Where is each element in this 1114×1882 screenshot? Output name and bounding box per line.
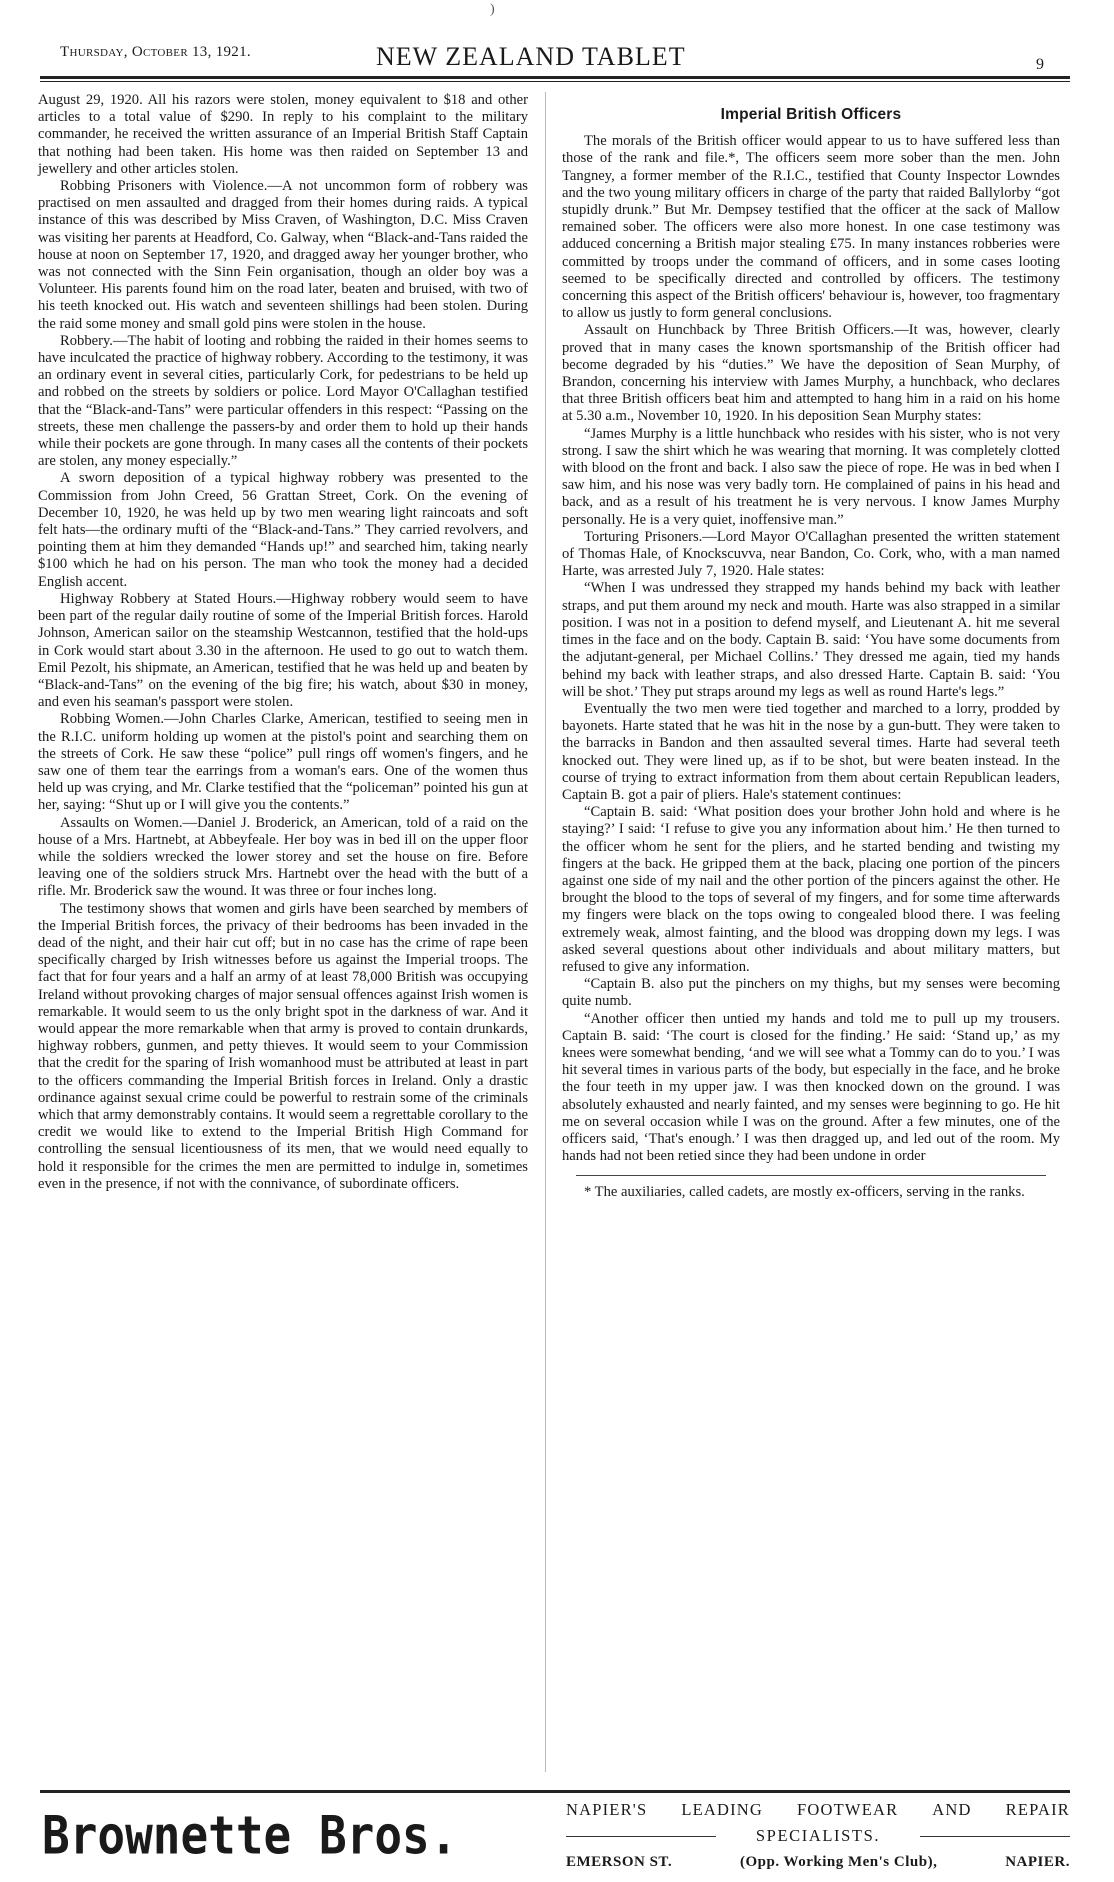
advert-address-street: EMERSON ST. bbox=[566, 1854, 673, 1870]
advert-specialists: SPECIALISTS. bbox=[755, 1826, 881, 1845]
advert-dash-left bbox=[566, 1836, 716, 1837]
advert-address-landmark: (Opp. Working Men's Club), bbox=[739, 1854, 938, 1870]
advert-line-3 bbox=[566, 1854, 1070, 1871]
advert-dash-right bbox=[920, 1836, 1070, 1837]
advert-details bbox=[566, 1800, 1070, 1880]
paragraph: Assault on Hunchback by Three British Officers.—It was, however, clearly proved that in many cases the known sportsmanship of the British officer had become degraded by his “duties.” We have the deposition of Sean Murphy, of Brandon, concerning his interview with James Murphy, a hunchback, who declares that three British officers beat him and attempted to hang him in a raid on his home at 5.30 a.m., November 10, 1920. In his deposition Sean Murphy states: bbox=[562, 322, 1060, 425]
advert-brand: Brownette Bros. bbox=[42, 1804, 458, 1867]
quoted-paragraph: “Another officer then untied my hands and told me to pull up my trousers. Captain B. said: ‘The court is closed for the finding.’ He said: ‘Stand up,’ as my knees were somewhat bending, ‘and we will see what a Tommy can do to you.’ I was hit several times in various parts of the body, but especially in the face, and he broke the four teeth in my upper jaw. I was then knocked down on the ground. I was absolutely exhausted and nearly fainted, and my senses were beginning to go. He hit me on several occasion while I was on the ground. After a few minutes, one of the officers said, ‘That's enough.’ I was then dragged up, and led out of the room. My hands had not been retied since they had been undone in order bbox=[562, 1010, 1060, 1165]
quoted-paragraph: “James Murphy is a little hunchback who resides with his sister, who is not very strong. I saw the shirt which he was wearing that morning. It was completely clotted with blood on the front and back. I also saw the piece of rope. He was in bed when I saw him, and his nose was very badly torn. He complained of pains in his head and back, and as a result of his treatment he is very nervous. I know James Murphy personally. He is a very quiet, inoffensive man.” bbox=[562, 425, 1060, 528]
advert-word: LEADING bbox=[681, 1800, 764, 1819]
paragraph: Torturing Prisoners.—Lord Mayor O'Callaghan presented the written statement of Thomas Hale, of Knockscuvva, near Bandon, Co. Cork, who, with a man named Harte, was arrested July 7, 1920. Hale states: bbox=[562, 528, 1060, 580]
advert-word: FOOTWEAR bbox=[797, 1800, 899, 1819]
paragraph: The testimony shows that women and girls have been searched by members of the Imperial British forces, the privacy of their bedrooms has been invaded in the dead of the night, and their hair cut off; but in no case has the crime of rape been specifically charged by Irish witnesses before us against the Imperial troops. The fact that for four years and a half an army of at least 78,000 British was occupying Ireland without provoking charges of major sensual offences against Irish women is remarkable. It would seem to us the only bright spot in the darkness of war. And it would appear the more remarkable when that army is proved to contain drunkards, highway robbers, gunmen, and petty thieves. It would seem to your Commission that the credit for the sparing of Irish womanhood must be attributed at least in part to the officers commanding the Imperial British forces in Ireland. Only a drastic ordinance against sexual crime could be powerful to restrain some of the criminals which that army demonstrably contains. It would seem a regrettable corollary to the credit we would like to extend to the Imperial British High Command for controlling the sensual licentiousness of its men, that we would need equally to hold it responsible for the crimes the men are permitted to indulge in, sometimes even in the presence, if not with the connivance, of subordinate officers. bbox=[38, 900, 528, 1192]
paragraph: Robbery.—The habit of looting and robbing the raided in their homes seems to have inculcated the practice of highway robbery. According to the testimony, it was an ordinary event in several cities, particularly Cork, for pedestrians to be held up and robbed on the streets by soldiers or police. Lord Mayor O'Callaghan testified that the “Black-and-Tans” were particular offenders in this respect: “Passing on the streets, these men challenge the passers-by and order them to hold up their hands while their pockets are gone through. In many cases all the contents of their pockets are stolen, any money especially.” bbox=[38, 332, 528, 470]
page-mark: ) bbox=[490, 2, 495, 17]
left-column bbox=[38, 92, 528, 1193]
column-divider bbox=[545, 92, 546, 1772]
quoted-paragraph: “When I was undressed they strapped my hands behind my back with leather straps, and put them around my neck and mouth. Harte was also strapped in a similar position. I was not in a position to defend myself, and Lieutenant A. hit me several times in the face and on the body. Captain B. said: ‘You have some documents from the adjutant-general, per Michael Collins.’ They dressed me again, tied my hands behind my back with leather straps, and also dressed Harte. Captain B. said: ‘You will be shot.’ They put straps around my legs as well as round Harte's legs.” bbox=[562, 580, 1060, 700]
footnote: * The auxiliaries, called cadets, are mostly ex-officers, serving in the ranks. bbox=[584, 1184, 1025, 1201]
paragraph: Robbing Prisoners with Violence.—A not uncommon form of robbery was practised on men assaulted and dragged from their homes during raids. A typical instance of this was described by Miss Craven, of Washington, D.C. Miss Craven was visiting her parents at Headford, Co. Galway, when “Black-and-Tans raided the house at noon on September 17, 1920, and dragged away her younger brother, who was not connected with the Sinn Fein organisation, though an older boy was a Volunteer. His parents found him on the road later, beaten and bruised, with two of his teeth knocked out. His watch and seventeen shillings had been stolen. During the raid some money and small gold pins were stolen in the house. bbox=[38, 178, 529, 332]
page-number: 9 bbox=[1036, 56, 1044, 73]
advert-rule bbox=[40, 1790, 1070, 1793]
advert-line-1 bbox=[566, 1800, 1070, 1820]
paragraph: Robbing Women.—John Charles Clarke, American, testified to seeing men in the R.I.C. uniform holding up women at the pistol's point and searching them on the streets of Cork. He saw these “police” pull rings off women's fingers, and he saw one of them tear the earrings from a woman's ears. One of the women thus held up was crying, and Mr. Clarke testified that the “policeman” pointed his gun at her, saying: “Shut up or I will give you the contents.” bbox=[38, 711, 528, 814]
paragraph: The morals of the British officer would appear to us to have suffered less than those of the rank and file.*, The officers seem more sober than the men. John Tangney, a former member of the R.I.C., testified that County Inspector Lowndes and the two young military officers in charge of the party that raided Ballylorby “got stupidly drunk.” But Mr. Dempsey testified that the officer at the sack of Mallow remained sober. The officers were also more honest. In one case testimony was adduced concerning a British major stealing £75. In many instances robberies were committed by troops under the command of officers, and in some cases looting seemed to be specifically directed and controlled by officers. The testimony concerning this aspect of the British officers' behaviour is, however, too fragmentary to allow us justly to form general conclusions. bbox=[562, 133, 1060, 322]
advert-line-2 bbox=[566, 1826, 1070, 1846]
advert-address-town: NAPIER. bbox=[1005, 1854, 1070, 1870]
paragraph: Highway Robbery at Stated Hours.—Highway robbery would seem to have been part of the regular daily routine of some of the Imperial British forces. Harold Johnson, American sailor on the steamship Westcannon, testified that the hold-ups in Cork would start about 3.30 in the afternoon. He used to go out to watch them. Emil Pezolt, his shipmate, an American, testified that he was held up and beaten by “Black-and-Tans” on the evening of the big fire; his watch, about $30 in money, and even his seaman's passport were stolen. bbox=[38, 590, 528, 711]
paragraph: Eventually the two men were tied together and marched to a lorry, prodded by bayonets. Harte stated that he was hit in the nose by a gun-butt. They were taken to the barracks in Bandon and then assaulted several times. Harte had several teeth knocked out. They were lined up, as if to be shot, but were beaten instead. In the course of trying to extract information from them about certain Republican leaders, Captain B. got a pair of pliers. Hale's statement continues: bbox=[562, 700, 1060, 803]
footnote-rule bbox=[576, 1175, 1046, 1176]
quoted-paragraph: “Captain B. said: ‘What position does your brother John hold and where is he staying?’ I said: ‘I refuse to give you any information about him.’ He then turned to the officer whom he sent for the pliers, and he started bending and twisting my fingers at the back. He gripped them at the back, placing one portion of the pincers against one side of my nail and the other portion of the pincers against the other. He brought the blood to the tops of several of my fingers, and for some time afterwards my fingers were black on the tops owing to congealed blood there. I was feeling extremely weak, almost fainting, and the blood was dropping down my legs. I was asked several questions about other individuals and about military matters, but refused to give any information. bbox=[562, 804, 1060, 975]
page-header bbox=[56, 40, 1052, 80]
section-title: Imperial British Officers bbox=[720, 106, 902, 123]
paragraph: A sworn deposition of a typical highway robbery was presented to the Commission from John Creed, 56 Grattan Street, Cork. On the evening of December 10, 1920, he was held up by two men wearing light raincoats and soft felt hats—the ordinary mufti of the “Black-and-Tans.” They carried revolvers, and pointing them at him they demanded “Hands up!” and searched him, taking nearly $100 which he had on his person. The man who took the money had a decided English accent. bbox=[38, 470, 528, 590]
advert-word: REPAIR bbox=[1005, 1800, 1070, 1819]
advert-word: AND bbox=[932, 1800, 972, 1819]
advert-word: NAPIER'S bbox=[566, 1800, 648, 1819]
issue-date: Thursday, October 13, 1921. bbox=[60, 44, 251, 60]
quoted-paragraph: “Captain B. also put the pinchers on my thighs, but my senses were becoming quite numb. bbox=[562, 976, 1060, 1010]
paragraph: Assaults on Women.—Daniel J. Broderick, an American, told of a raid on the house of a Mrs. Hartnebt, at Abbeyfeale. Her boy was in bed ill on the upper floor while the soldiers wrecked the lower storey and set the house on fire. Before leaving one of the soldiers struck Mrs. Hartnebt over the head with the butt of a rifle. Mr. Broderick saw the wound. It was three or four inches long. bbox=[38, 814, 528, 900]
paragraph: August 29, 1920. All his razors were stolen, money equivalent to $18 and other articles to a total value of $290. In reply to his complaint to the military commander, he received the written assurance of an Imperial British Staff Captain that nothing had been taken. His home was then raided on September 13 and jewellery and other articles stolen. bbox=[38, 92, 528, 177]
masthead: NEW ZEALAND TABLET bbox=[376, 42, 686, 71]
advert-brand-box bbox=[42, 1796, 542, 1882]
header-rule bbox=[40, 76, 1070, 79]
right-column bbox=[562, 92, 1060, 1202]
header-rule-thin bbox=[40, 81, 1070, 82]
